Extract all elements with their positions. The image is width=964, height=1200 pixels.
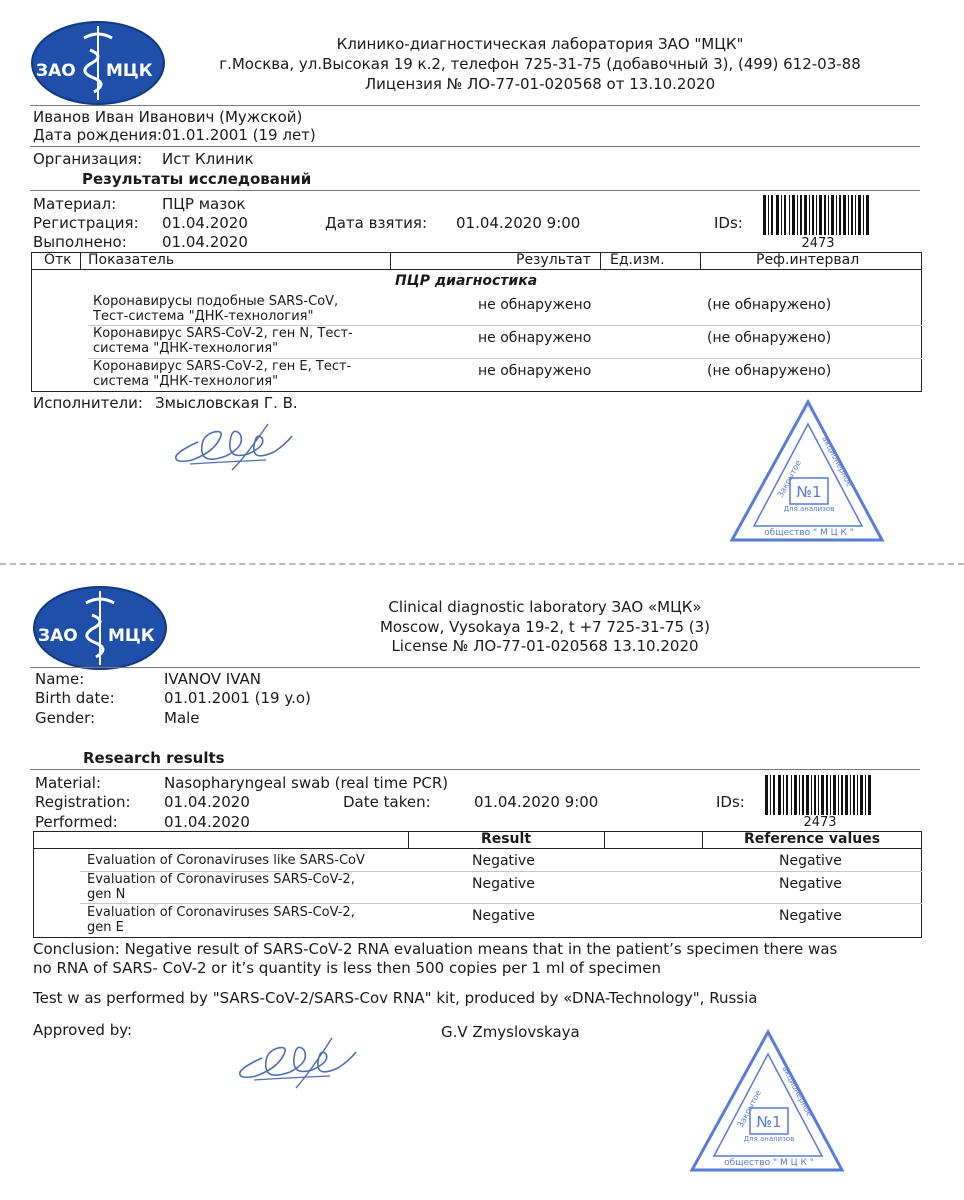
en-conclusion-line2: no RNA of SARS- CoV-2 or it’s quantity is less then 500 copies per 1 ml of specimen bbox=[33, 959, 661, 977]
ru-header-line1: Клинико-диагностическая лаборатория ЗАО "МЦК" bbox=[336, 35, 744, 53]
en-header-line3: License № ЛО-77-01-020568 13.10.2020 bbox=[391, 637, 699, 655]
ru-barcode-number: 2473 bbox=[801, 236, 835, 251]
ru-registration-label: Регистрация: bbox=[33, 214, 139, 232]
en-col-result: Result bbox=[480, 831, 532, 847]
ru-col-ref: Реф.интервал bbox=[756, 252, 860, 268]
ru-barcode bbox=[763, 195, 873, 235]
en-conclusion-line1: Conclusion: Negative result of SARS-CoV-2 RNA evaluation means that in the patient’s specimen there was bbox=[33, 940, 838, 958]
svg-text:№1: №1 bbox=[756, 1113, 782, 1131]
ru-performed-value: 01.04.2020 bbox=[162, 233, 248, 251]
ru-col-otk: Отк bbox=[44, 252, 72, 268]
en-signature bbox=[234, 1028, 364, 1108]
clinic-logo bbox=[30, 20, 166, 106]
ru-executors-value: Змысловская Г. В. bbox=[155, 394, 298, 412]
ru-birth-value: 01.01.2001 (19 лет) bbox=[162, 126, 316, 144]
en-birth-value: 01.01.2001 (19 y.o) bbox=[164, 689, 311, 707]
svg-text:№1: №1 bbox=[796, 483, 822, 501]
ru-material-value: ПЦР мазок bbox=[162, 195, 246, 213]
ru-signature bbox=[170, 412, 300, 492]
en-col-ref: Reference values bbox=[743, 831, 881, 847]
ru-executors-label: Исполнители: bbox=[33, 394, 143, 412]
svg-text:МЦК: МЦК bbox=[108, 626, 155, 646]
en-barcode bbox=[765, 775, 875, 815]
en-barcode-number: 2473 bbox=[803, 815, 837, 830]
en-header-line1: Clinical diagnostic laboratory ЗАО «МЦК» bbox=[388, 598, 702, 616]
en-header-line2: Moscow, Vysokaya 19-2, t +7 725-31-75 (3) bbox=[379, 618, 711, 636]
ru-ids-label: IDs: bbox=[714, 214, 743, 232]
ru-org-value: Ист Клиник bbox=[162, 150, 254, 168]
svg-text:общество " М Ц К ": общество " М Ц К " bbox=[724, 1158, 814, 1168]
en-stamp bbox=[688, 1028, 846, 1176]
en-registration-label: Registration: bbox=[35, 793, 131, 811]
ru-performed-label: Выполнено: bbox=[33, 233, 127, 251]
ru-patient-name: Иванов Иван Иванович (Мужской) bbox=[33, 108, 303, 126]
en-birth-label: Birth date: bbox=[35, 689, 115, 707]
en-performed-value: 01.04.2020 bbox=[164, 813, 250, 831]
svg-text:Закрытое: Закрытое bbox=[735, 1088, 763, 1129]
ru-material-label: Материал: bbox=[33, 195, 117, 213]
svg-text:Закрытое: Закрытое bbox=[775, 458, 803, 499]
en-approved-label: Approved by: bbox=[33, 1021, 133, 1039]
en-performed-label: Performed: bbox=[35, 813, 118, 831]
section-divider bbox=[0, 563, 964, 565]
ru-section-title: Результаты исследований bbox=[82, 170, 312, 188]
ru-col-unit: Ед.изм. bbox=[610, 252, 665, 268]
en-test-note: Test w as performed by "SARS-CoV-2/SARS-Cov RNA" kit, produced by «DNA-Technology", Russia bbox=[33, 989, 758, 1007]
en-date-taken-value: 01.04.2020 9:00 bbox=[474, 793, 599, 811]
en-material-label: Material: bbox=[35, 774, 101, 792]
svg-text:ЗАО: ЗАО bbox=[36, 61, 76, 81]
svg-text:Для анализов: Для анализов bbox=[783, 505, 835, 513]
en-date-taken-label: Date taken: bbox=[343, 793, 431, 811]
en-name-value: IVANOV IVAN bbox=[164, 670, 261, 688]
en-material-value: Nasopharyngeal swab (real time PCR) bbox=[164, 774, 449, 792]
ru-header-line2: г.Москва, ул.Высокая 19 к.2, телефон 725-31-75 (добавочный 3), (499) 612-03-88 bbox=[219, 55, 861, 73]
ru-col-result: Результат bbox=[516, 252, 591, 268]
svg-text:акционерное: акционерное bbox=[820, 434, 855, 488]
ru-stamp bbox=[728, 398, 886, 546]
ru-date-taken-value: 01.04.2020 9:00 bbox=[456, 214, 581, 232]
en-gender-label: Gender: bbox=[35, 709, 96, 727]
ru-header-line3: Лицензия № ЛО-77-01-020568 от 13.10.2020 bbox=[364, 75, 716, 93]
svg-text:общество " М Ц К ": общество " М Ц К " bbox=[764, 528, 854, 538]
en-registration-value: 01.04.2020 bbox=[164, 793, 250, 811]
en-section-title: Research results bbox=[83, 749, 225, 767]
en-ids-label: IDs: bbox=[716, 793, 745, 811]
clinic-logo-en bbox=[32, 585, 168, 671]
en-name-label: Name: bbox=[35, 670, 85, 688]
ru-birth-label: Дата рождения: bbox=[33, 126, 163, 144]
ru-date-taken-label: Дата взятия: bbox=[325, 214, 428, 232]
ru-registration-value: 01.04.2020 bbox=[162, 214, 248, 232]
ru-col-indicator: Показатель bbox=[88, 252, 175, 268]
svg-text:ЗАО: ЗАО bbox=[38, 626, 78, 646]
en-approved-name: G.V Zmyslovskaya bbox=[441, 1023, 580, 1041]
ru-group-title: ПЦР диагностика bbox=[395, 273, 538, 289]
en-gender-value: Male bbox=[164, 709, 200, 727]
svg-text:МЦК: МЦК bbox=[106, 61, 153, 81]
svg-text:акционерное: акционерное bbox=[780, 1064, 815, 1118]
ru-org-label: Организация: bbox=[33, 150, 143, 168]
svg-text:Для анализов: Для анализов bbox=[743, 1135, 795, 1143]
